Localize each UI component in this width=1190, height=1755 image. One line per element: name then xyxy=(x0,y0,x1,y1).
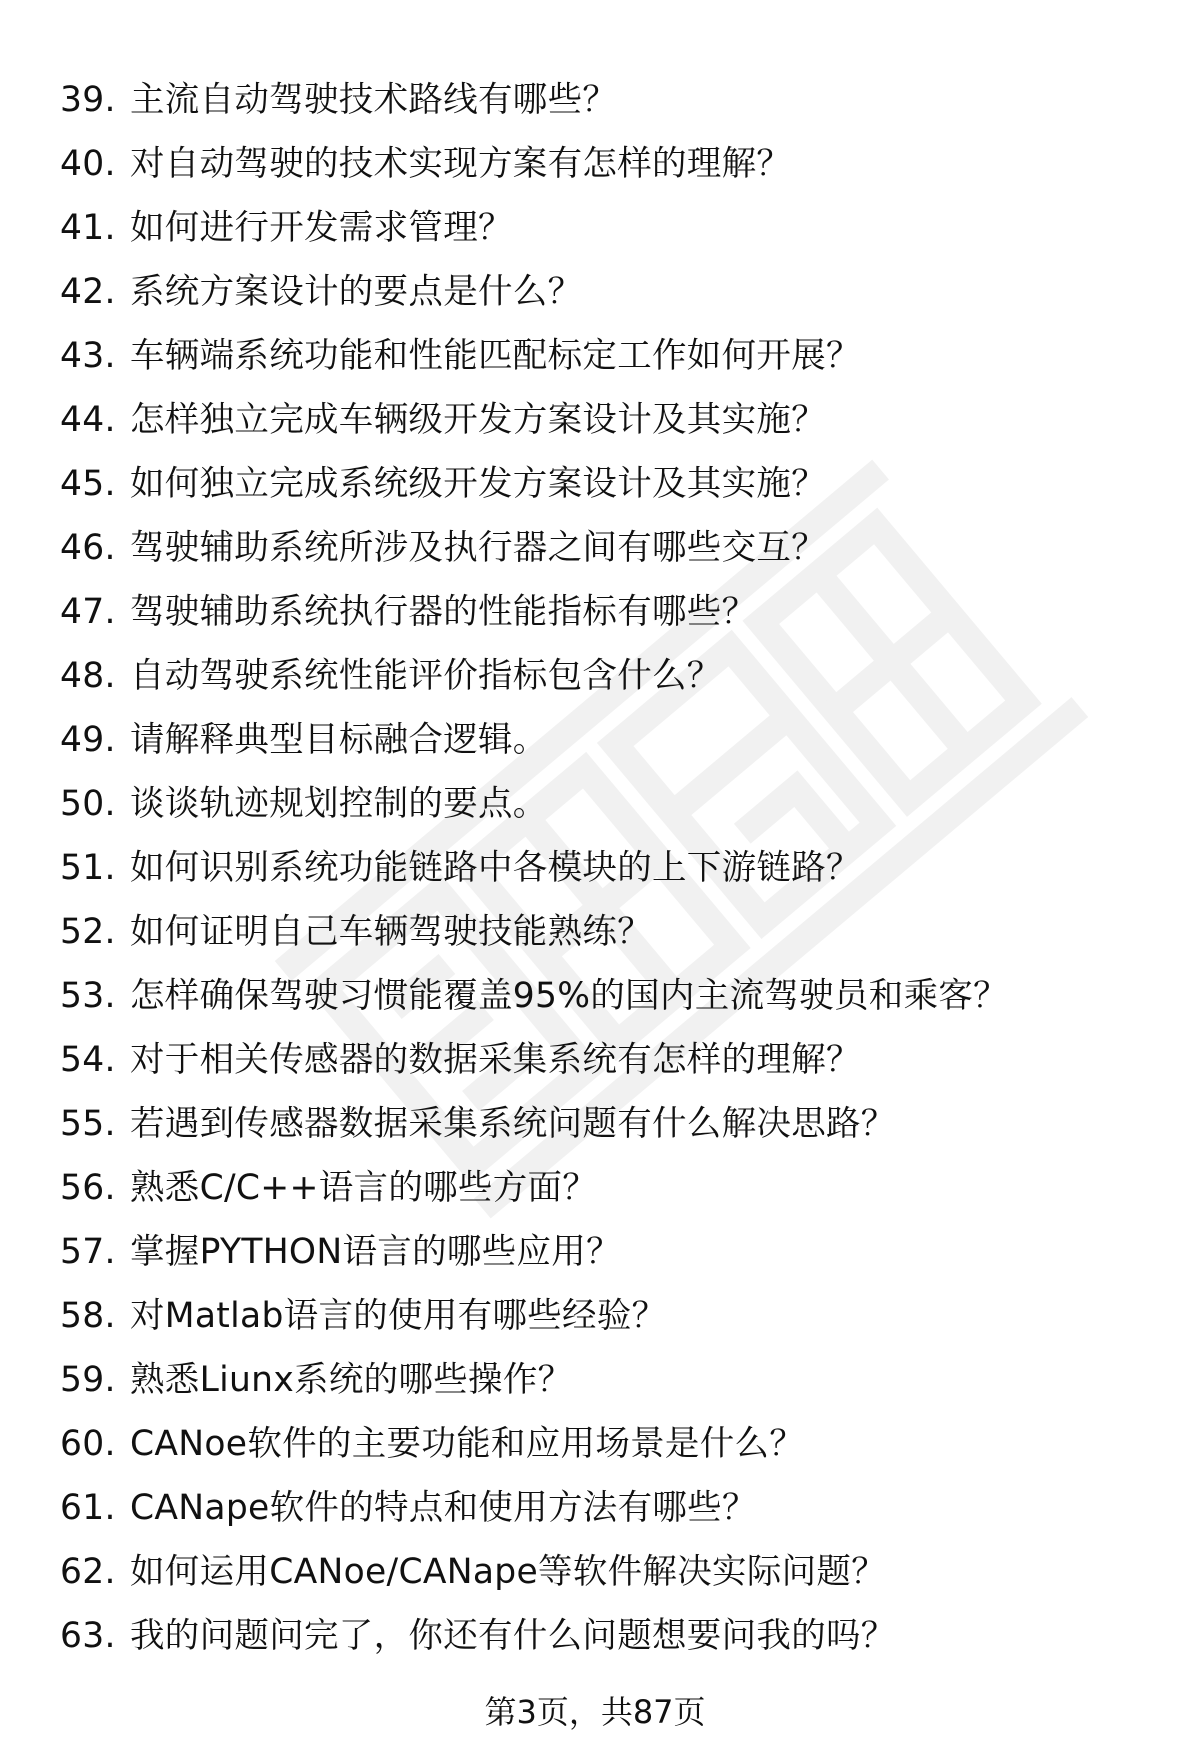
question-number: 58. xyxy=(60,1296,116,1336)
question-text: 对自动驾驶的技术实现方案有怎样的理解？ xyxy=(130,144,792,184)
question-text: 如何独立完成系统级开发方案设计及其实施？ xyxy=(130,464,826,504)
question-number: 55. xyxy=(60,1104,116,1144)
question-text: 驾驶辅助系统执行器的性能指标有哪些？ xyxy=(130,592,757,632)
question-number: 48. xyxy=(60,656,116,696)
question-number: 57. xyxy=(60,1232,116,1272)
question-number: 61. xyxy=(60,1488,116,1528)
question-number: 53. xyxy=(60,976,116,1016)
question-number: 46. xyxy=(60,528,116,568)
page-number-footer: 第3页，共87页 xyxy=(484,1693,706,1731)
question-text: 怎样确保驾驶习惯能覆盖95%的国内主流驾驶员和乘客？ xyxy=(130,976,1008,1016)
question-text: 请解释典型目标融合逻辑。 xyxy=(130,720,548,760)
question-number: 51. xyxy=(60,848,116,888)
question-number: 45. xyxy=(60,464,116,504)
question-text: 熟悉Liunx系统的哪些操作？ xyxy=(130,1360,573,1400)
question-number: 42. xyxy=(60,272,116,312)
question-text: 谈谈轨迹规划控制的要点。 xyxy=(130,784,548,824)
question-text: 对Matlab语言的使用有哪些经验？ xyxy=(130,1296,667,1336)
question-number: 43. xyxy=(60,336,116,376)
question-number: 54. xyxy=(60,1040,116,1080)
question-text: 若遇到传感器数据采集系统问题有什么解决思路？ xyxy=(130,1104,896,1144)
question-text: CANoe软件的主要功能和应用场景是什么？ xyxy=(130,1424,805,1464)
question-number: 50. xyxy=(60,784,116,824)
question-text: 如何运用CANoe/CANape等软件解决实际问题？ xyxy=(130,1552,887,1592)
question-number: 63. xyxy=(60,1616,116,1656)
question-text: 如何进行开发需求管理？ xyxy=(130,208,513,248)
question-text: 如何证明自己车辆驾驶技能熟练？ xyxy=(130,912,652,952)
question-number: 41. xyxy=(60,208,116,248)
question-text: 驾驶辅助系统所涉及执行器之间有哪些交互？ xyxy=(130,528,826,568)
question-number: 47. xyxy=(60,592,116,632)
question-text: 如何识别系统功能链路中各模块的上下游链路？ xyxy=(130,848,861,888)
question-text: 掌握PYTHON语言的哪些应用？ xyxy=(130,1232,621,1272)
question-number: 52. xyxy=(60,912,116,952)
question-number: 59. xyxy=(60,1360,116,1400)
question-text: 系统方案设计的要点是什么？ xyxy=(130,272,583,312)
question-text: 怎样独立完成车辆级开发方案设计及其实施？ xyxy=(130,400,826,440)
question-number: 56. xyxy=(60,1168,116,1208)
question-number: 44. xyxy=(60,400,116,440)
question-text: 熟悉C/C++语言的哪些方面？ xyxy=(130,1168,598,1208)
question-number: 60. xyxy=(60,1424,116,1464)
question-number: 40. xyxy=(60,144,116,184)
question-number: 39. xyxy=(60,80,116,120)
question-number: 62. xyxy=(60,1552,116,1592)
question-text: 我的问题问完了，你还有什么问题想要问我的吗？ xyxy=(130,1616,896,1656)
question-number: 49. xyxy=(60,720,116,760)
question-text: CANape软件的特点和使用方法有哪些？ xyxy=(130,1488,757,1528)
question-text: 车辆端系统功能和性能匹配标定工作如何开展？ xyxy=(130,336,861,376)
question-text: 主流自动驾驶技术路线有哪些？ xyxy=(130,80,618,120)
question-text: 对于相关传感器的数据采集系统有怎样的理解？ xyxy=(130,1040,861,1080)
question-text: 自动驾驶系统性能评价指标包含什么？ xyxy=(130,656,722,696)
